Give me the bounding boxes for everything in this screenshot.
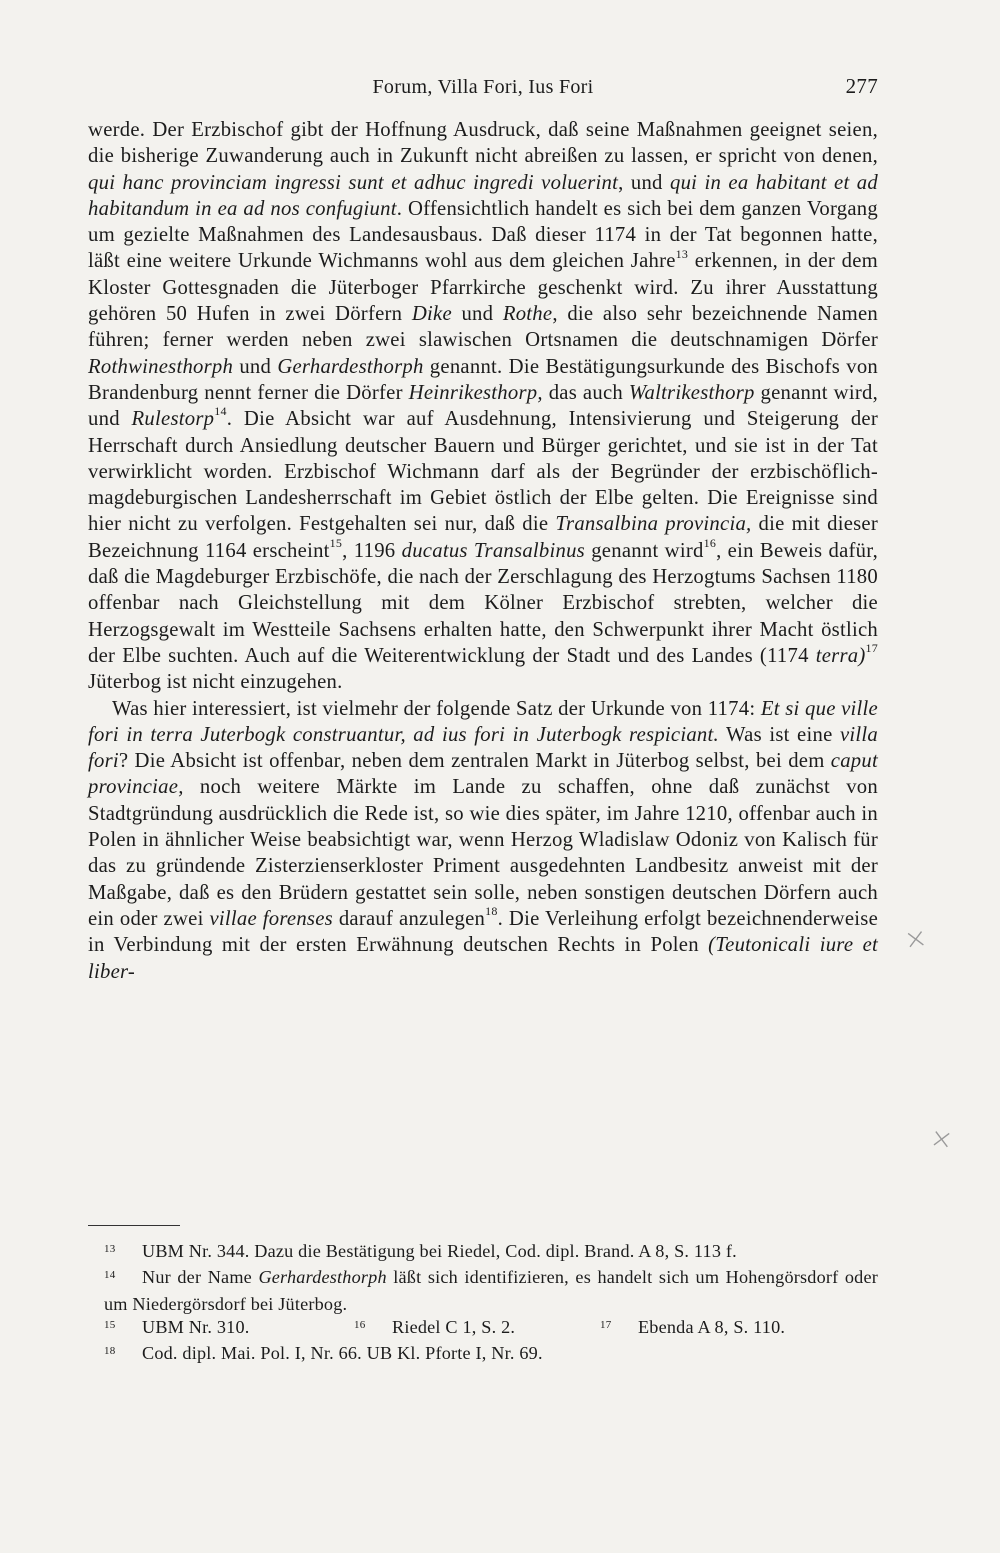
text-run: genannt wird, und (88, 381, 878, 431)
text-run: darauf anzulegen (332, 907, 486, 930)
footnotes (88, 1240, 878, 1368)
text-run: , ein Beweis dafür, daß die Magdeburger Erzbischöfe, die nach der Zerschlagung des Herzogtums Sachsen 1180 offenbar nach Gleichstellung mit dem Kölner Erzbischof strebten, welcher die Herzogsgewalt im Westteile Sachsens erhalten hatte, den Schwerpunkt ihrer Macht östlich der Elbe suchten. Auch auf die Weiterentwicklung der Stadt und des Landes (1174 (88, 539, 878, 667)
text-run: . Offensichtlich handelt es sich bei dem ganzen Vorgang um gezielte Maßnahmen des Landesausbaus. Daß dieser 1174 in der Tat begonnen hatte, läßt eine weitere Urkunde Wichmanns wohl aus dem gleichen Jahre (88, 197, 878, 273)
paragraph-1 (88, 117, 878, 696)
text-run: und (233, 355, 278, 378)
text-run: noch weitere Märkte im Lande zu schaffen, ohne daß zunächst von Stadtgründung ausdrücklich die Rede ist, so wie dies später, im Jahre 1210, offenbar auch in Polen in ähnlicher Weise beabsichtigt war, wenn Herzog Wladislaw Odoniz von Kalisch für das zu gründende Zisterzienserkloster Priment ausgedehnten Landbesitz anweist mit der Maßgabe, daß es den Brüdern gestattet sein solle, neben sonstigen deutschen Dörfern auch ein oder zwei (88, 776, 878, 930)
text-run: das auch (542, 381, 629, 404)
text-run: . Die Verleihung erfolgt bezeichnenderweise in Verbindung mit der ersten Erwähnung deutschen Rechts in Polen (88, 907, 878, 957)
italic-text: caput provinciae, (88, 750, 878, 799)
text-run: Was hier interessiert, ist vielmehr der folgende Satz der Urkunde von 1174: (112, 697, 761, 720)
pencil-mark-icon: × (927, 1120, 956, 1157)
italic-text: Rothe (502, 303, 553, 326)
main-text (88, 117, 878, 985)
pencil-mark-icon: × (901, 920, 930, 957)
italic-text: Rulestorp (131, 408, 215, 431)
text-run: Was ist eine (718, 723, 840, 746)
italic-text: villae forenses (209, 907, 333, 930)
italic-text: qui hanc provinciam ingressi sunt et adhuc ingredi voluerint (88, 171, 619, 194)
footnote-15: 15 UBM Nr. 310. (104, 1316, 250, 1337)
footnote-ref: 14 (214, 404, 227, 419)
text-run: die mit dieser Bezeichnung 1164 erscheint (88, 513, 878, 562)
running-title: Forum, Villa Fori, Ius Fori (372, 76, 594, 98)
italic-text: Gerhardesthorph (277, 355, 424, 378)
italic-text: Dike (411, 303, 452, 326)
text-run: genannt wird (585, 539, 704, 562)
text-run: , 1196 (342, 539, 402, 562)
text-run: und (451, 303, 503, 326)
footnote-divider (88, 1225, 180, 1226)
italic-text: Waltrikesthorp (628, 381, 755, 404)
footnote-14: 14 Nur der Name Gerhardesthorph läßt sich identifizieren, es handelt sich um Hohengörsdorf oder um Niedergörsdorf bei Jüterbog. (104, 1267, 878, 1314)
text-run: . Die Absicht war auf Ausdehnung, Intensivierung und Steigerung der Herrschaft durch Ansiedlung deutscher Bauern und Bürger gerichtet, und sie ist in der Tat verwirklicht worden. Erzbischof Wichmann darf als der Begründer der erzbischöflich-magdeburgischen Landesherrschaft im Gebiet östlich der Elbe gelten. Die Ereignisse sind hier nicht zu verfolgen. Festgehalten sei nur, daß die (88, 408, 878, 536)
italic-text: Et si que ville fori in terra Juterbogk construantur, ad ius fori in Juterbogk respiciant. (88, 697, 878, 746)
text-run: ? Die Absicht ist offenbar, neben dem zentralen Markt in Jüterbog selbst, bei dem (118, 750, 831, 773)
italic-text: Transalbina provincia, (555, 513, 752, 536)
footnote-16: 16 Riedel C 1, S. 2. (354, 1316, 516, 1337)
footnote-ref: 13 (675, 246, 689, 261)
footnote-ref: 18 (485, 904, 498, 919)
text-run: werde. Der Erzbischof gibt der Hoffnung Ausdruck, daß seine Maßnahmen geeignet seien, die bisherige Zuwanderung auch in Zukunft nicht abreißen zu lassen, er spricht von denen, (88, 119, 878, 168)
italic-text: Heinrikesthorp, (408, 381, 543, 404)
italic-text: terra) (815, 644, 866, 667)
italic-text: (Teutonicali iure et liber- (88, 934, 878, 983)
text-run: , und (618, 171, 670, 194)
italic-text: qui in ea habitant et ad habitandum in ea ad nos confugiunt (88, 171, 878, 220)
footnote-ref: 15 (329, 535, 343, 550)
page-number: 277 (845, 74, 878, 98)
page-header (88, 74, 878, 104)
footnotes-15-17 (88, 1316, 878, 1342)
footnote-ref: 17 (865, 641, 878, 656)
footnote-18: 18 Cod. dipl. Mai. Pol. I, Nr. 66. UB Kl. Pforte I, Nr. 69. (104, 1343, 543, 1364)
footnote-13: 13 UBM Nr. 344. Dazu die Bestätigung bei Riedel, Cod. dipl. Brand. A 8, S. 113 f. (104, 1241, 737, 1261)
footnote-ref: 16 (703, 535, 717, 550)
italic-text: Rothwinesthorph (88, 355, 234, 378)
text-run: genannt. Die Bestätigungsurkunde des Bischofs von Brandenburg nennt ferner die Dörfer (88, 355, 879, 404)
paragraph-2 (88, 696, 878, 985)
italic-text: ducatus Transalbinus (401, 539, 585, 562)
text-run: Jüterbog ist nicht einzugehen. (88, 671, 343, 694)
text-run: erkennen, in der dem Kloster Gottesgnaden die Jüterboger Pfarrkirche geschenkt wird. Zu ihrer Ausstattung gehören 50 Hufen in zwei Dörfern (88, 250, 878, 326)
footnote-17: 17 Ebenda A 8, S. 110. (600, 1316, 786, 1337)
text-run: , die also sehr bezeichnende Namen führen; ferner werden neben zwei slawischen Ortsnamen die deutschnamigen Dörfer (88, 303, 878, 352)
italic-text: villa fori (88, 723, 878, 773)
